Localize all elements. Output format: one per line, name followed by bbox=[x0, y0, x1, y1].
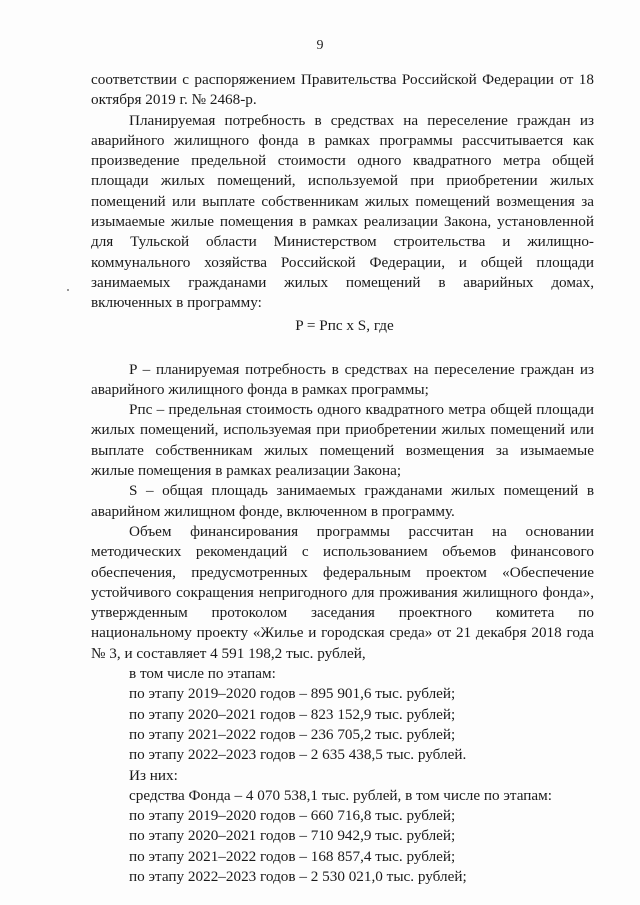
fund-stage-line: по этапу 2019–2020 годов – 660 716,8 тыс. рублей; bbox=[129, 807, 456, 825]
paragraph-funding: Объем финансирования программы рассчитан на основании методических рекомендаций с использованием объемов финансового обеспечения, предусмотренных федеральным проектом «Обеспечение устойчивого сокращения непригодного для проживания жилищного фонда», утвержденным протоколом заседания проектного комитета по национальному проекту «Жилье и городская среда» от 21 декабря 2018 года № 3, и составляет 4 591 198,2 тыс. рублей, bbox=[91, 522, 594, 662]
paragraph-continuation: соответствии с распоряжением Правительства Российской Федерации от 18 октября 2019 г. № 2468-р. bbox=[91, 71, 594, 109]
stage-line: по этапу 2021–2022 годов – 236 705,2 тыс. рублей; bbox=[129, 725, 456, 743]
page-number: 9 bbox=[316, 38, 324, 53]
stages-intro: в том числе по этапам: bbox=[129, 665, 276, 683]
scan-speck bbox=[67, 289, 69, 291]
stage-line: по этапу 2020–2021 годов – 823 152,9 тыс. рублей; bbox=[129, 705, 456, 723]
fund-intro: средства Фонда – 4 070 538,1 тыс. рублей, в том числе по этапам: bbox=[129, 786, 552, 804]
document-body bbox=[91, 70, 594, 887]
fund-stage-line: по этапу 2021–2022 годов – 168 857,4 тыс. рублей; bbox=[129, 847, 456, 865]
fund-stage-line: по этапу 2020–2021 годов – 710 942,9 тыс. рублей; bbox=[129, 827, 456, 845]
formula-text: P = Рпс x S, где bbox=[295, 316, 394, 334]
paragraph-calculation-method: Планируемая потребность в средствах на переселение граждан из аварийного жилищного фонда в рамках программы рассчитывается как произведение предельной стоимости одного квадратного метра общей площади жилых помещений, используемой при приобретении жилых помещений или выплате собственникам жилых помещений возмещения за изымаемые жилые помещения в рамках реализации Закона, установленной для Тульской области Министерством строительства и жилищно-коммунального хозяйства Российской Федерации, и общей площади занимаемых гражданами жилых помещений в аварийных домах, включенных в программу: bbox=[91, 111, 594, 312]
stage-line: по этапу 2019–2020 годов – 895 901,6 тыс. рублей; bbox=[129, 685, 456, 703]
definition-rps: Рпс – предельная стоимость одного квадратного метра общей площади жилых помещений, используемая при приобретении жилых помещений или выплате собственникам жилых помещений возмещения за изымаемые жилые помещения в рамках реализации Закона; bbox=[91, 401, 594, 480]
of-them-label: Из них: bbox=[129, 766, 178, 784]
definition-s: S – общая площадь занимаемых гражданами жилых помещений в аварийном жилищном фонде, включенном в программу. bbox=[91, 482, 594, 520]
stage-line: по этапу 2022–2023 годов – 2 635 438,5 тыс. рублей. bbox=[129, 746, 467, 764]
formula bbox=[91, 316, 594, 360]
fund-stage-line: по этапу 2022–2023 годов – 2 530 021,0 тыс. рублей; bbox=[129, 867, 467, 885]
definition-p: P – планируемая потребность в средствах на переселение граждан из аварийного жилищного фонда в рамках программы; bbox=[91, 360, 594, 398]
